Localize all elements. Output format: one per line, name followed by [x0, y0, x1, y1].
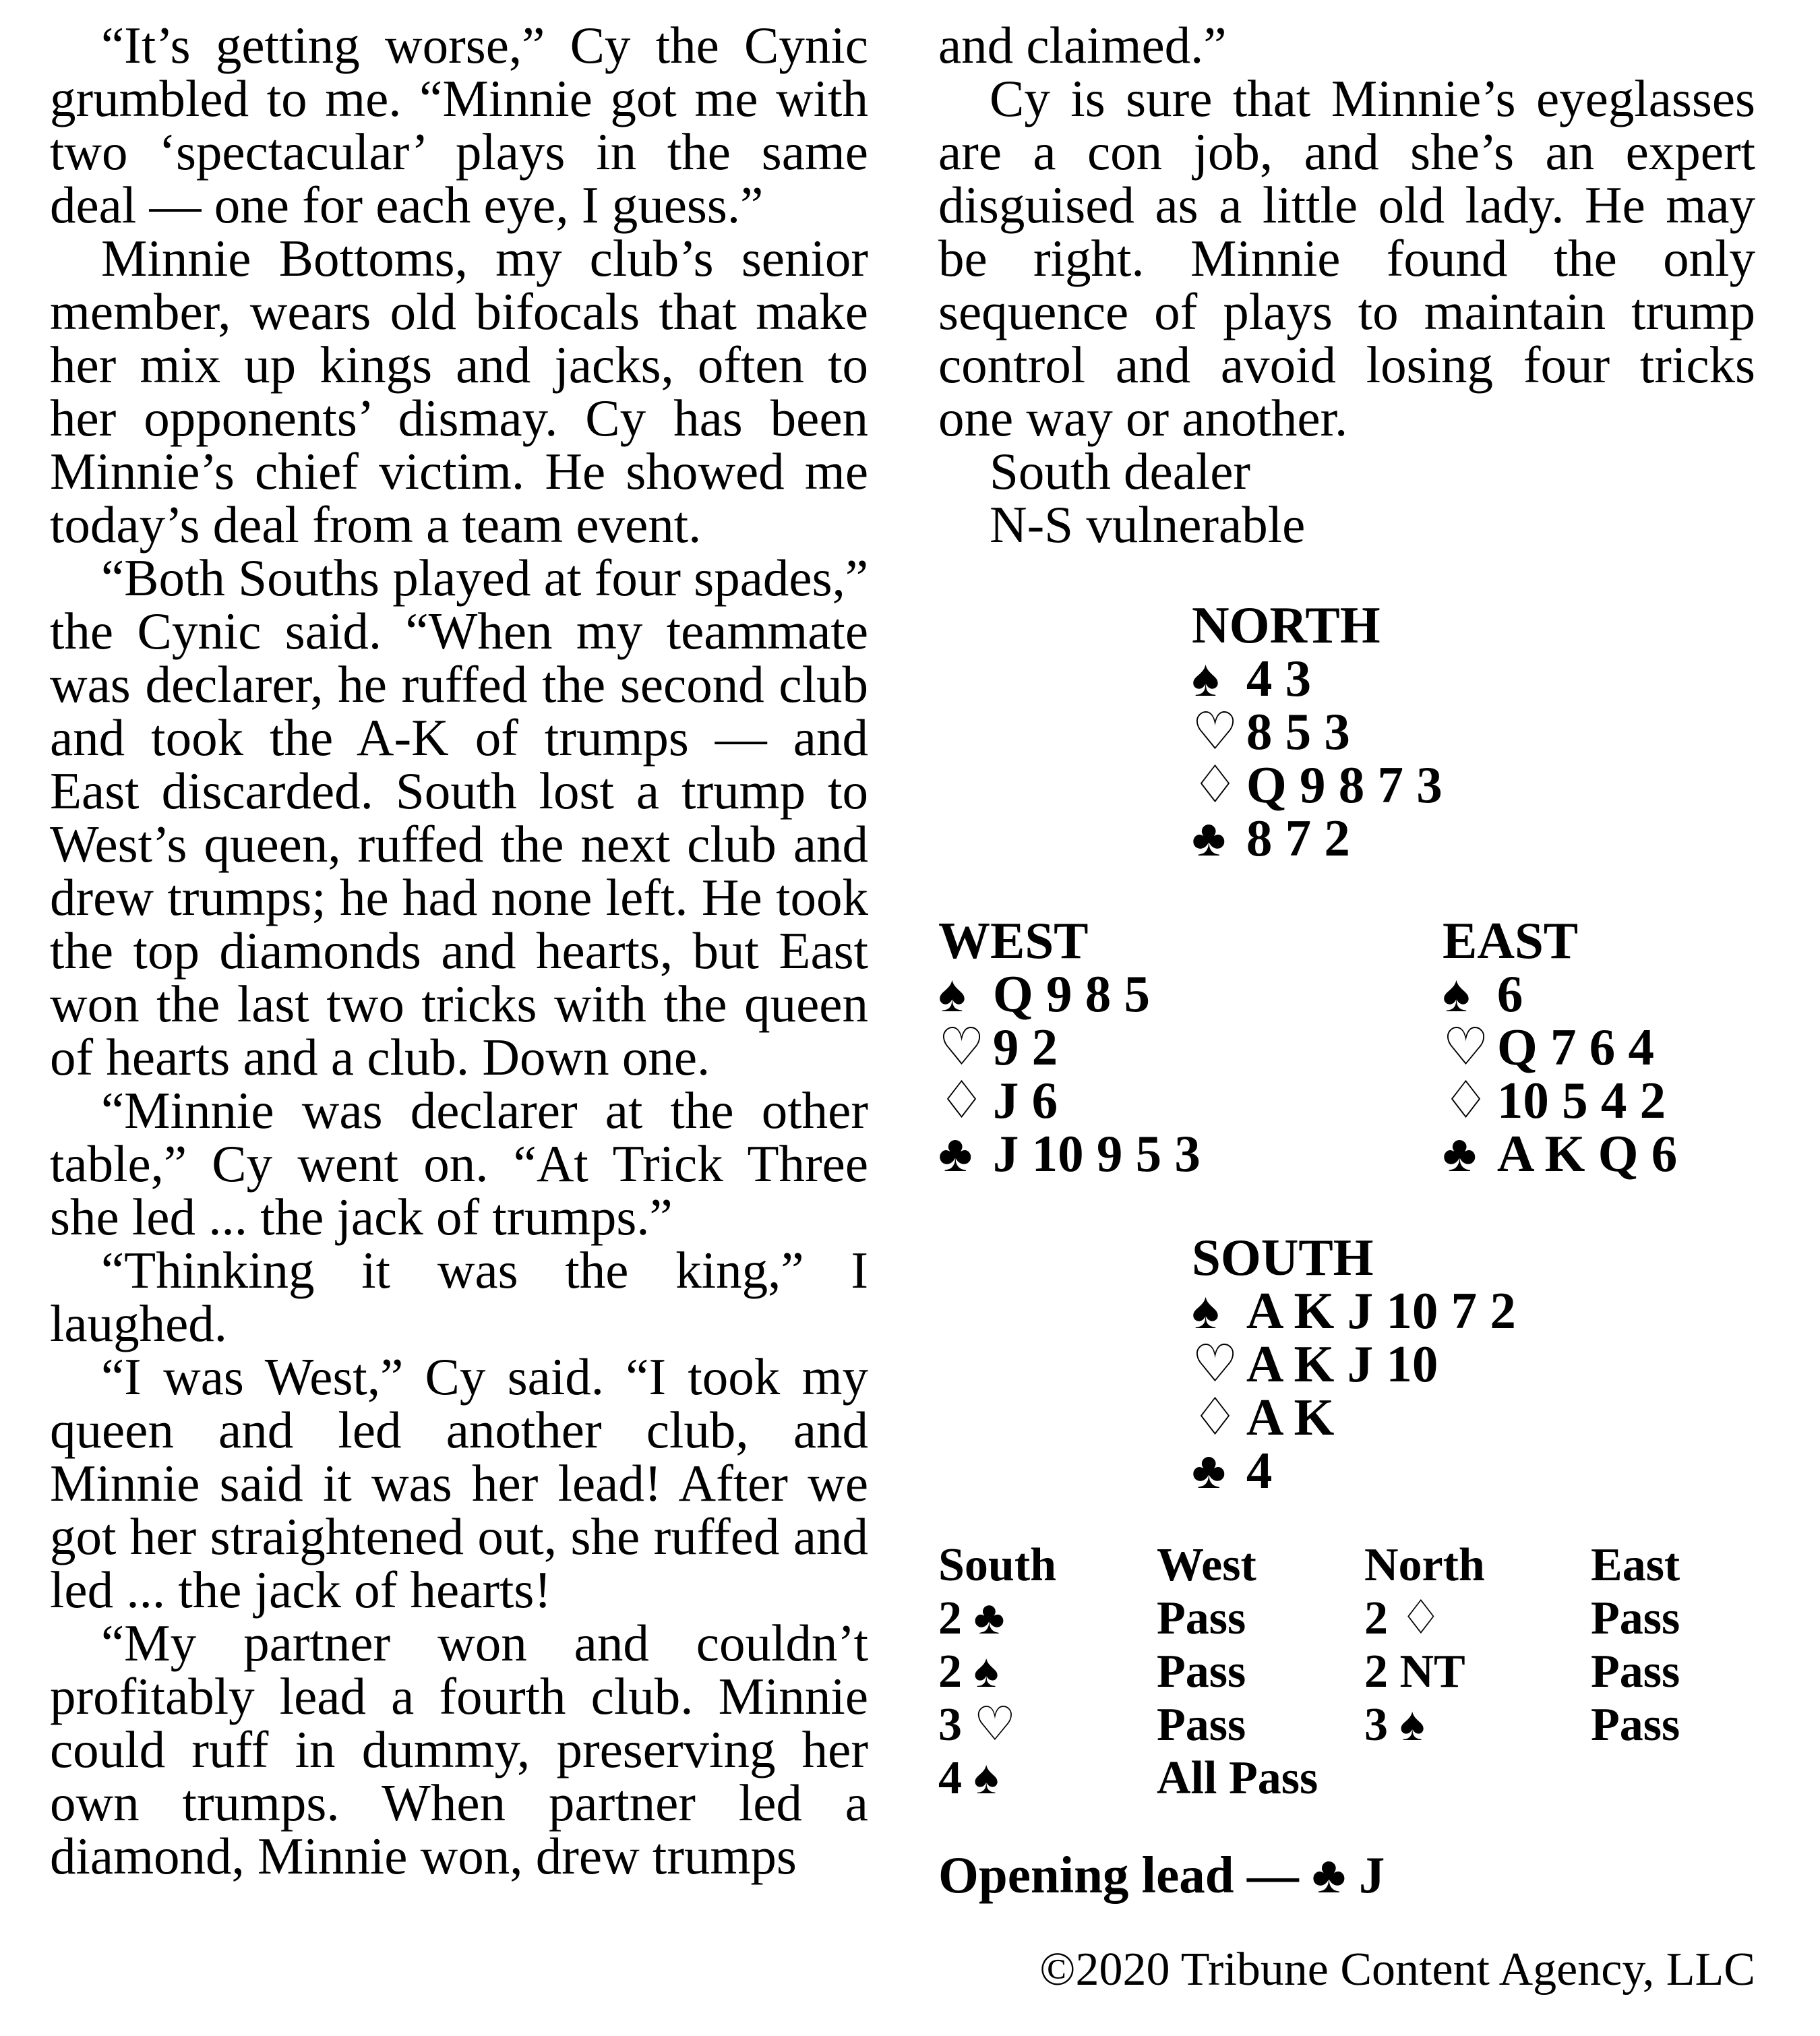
- club-icon: ♣: [938, 1125, 973, 1182]
- hand-north: [1192, 596, 1443, 867]
- paragraph-1: “It’s getting worse,” Cy the Cynic grumbled to me. “Minnie got me with two ‘spectacular’ plays in the same deal — one for each eye, I guess.”: [50, 16, 868, 234]
- hand-south: [1192, 1228, 1516, 1499]
- diamond-icon: ♢: [938, 1071, 985, 1129]
- auction-row: [938, 1698, 1755, 1751]
- auction-header-row: [938, 1538, 1755, 1592]
- auction-bid: 3 ♠: [1364, 1699, 1425, 1751]
- auction-bid: Pass: [1591, 1699, 1680, 1751]
- club-icon: ♣: [1443, 1125, 1477, 1182]
- auction-bid: All Pass: [1157, 1752, 1318, 1804]
- auction-bid: 3 ♡: [938, 1699, 1017, 1751]
- east-hearts: Q 7 6 4: [1496, 1018, 1654, 1076]
- opening-lead: Opening lead — ♣ J: [938, 1846, 1385, 1904]
- heart-icon: ♡: [1192, 702, 1239, 760]
- hand-title: SOUTH: [1192, 1228, 1374, 1286]
- auction-bid: Pass: [1157, 1592, 1246, 1644]
- spade-icon: ♠: [1443, 965, 1470, 1023]
- south-diamonds: A K: [1246, 1388, 1335, 1446]
- article-left-column: [50, 16, 868, 1885]
- auction-row: [938, 1645, 1755, 1698]
- diamond-icon: ♢: [1443, 1071, 1490, 1129]
- paragraph-5: “Thinking it was the king,” I laughed.: [50, 1241, 868, 1352]
- auction-bid: 2 ♢: [1364, 1592, 1443, 1644]
- north-diamonds: Q 9 8 7 3: [1246, 756, 1443, 814]
- article-right-column: [938, 16, 1755, 553]
- spade-icon: ♠: [938, 965, 966, 1023]
- west-hearts: 9 2: [992, 1018, 1058, 1076]
- west-clubs: J 10 9 5 3: [992, 1125, 1201, 1182]
- north-clubs: 8 7 2: [1246, 809, 1350, 867]
- paragraph-2: Minnie Bottoms, my club’s senior member, wears old bifocals that make her mix up kings and jacks, often to her opponents’ dismay. Cy has been Minnie’s chief victim. He showed me today’s deal from a team event.: [50, 229, 868, 553]
- auction-bid: 2 NT: [1364, 1646, 1465, 1698]
- north-spades: 4 3: [1246, 649, 1312, 707]
- east-diamonds: 10 5 4 2: [1496, 1071, 1666, 1129]
- auction-bid: 2 ♠: [938, 1646, 999, 1698]
- diamond-icon: ♢: [1192, 756, 1239, 814]
- hand-title: WEST: [938, 911, 1089, 969]
- paragraph-8: Cy is sure that Minnie’s eyeglasses are a con job, and she’s an expert disguised as a little old lady. He may be right. Minnie found the only sequence of plays to maintain trump control and avoid losing four tricks one way or another.: [938, 69, 1755, 447]
- spade-icon: ♠: [1192, 1282, 1219, 1340]
- south-clubs: 4: [1246, 1441, 1273, 1499]
- hand-west: [938, 911, 1201, 1182]
- west-spades: Q 9 8 5: [992, 965, 1150, 1023]
- north-hearts: 8 5 3: [1246, 702, 1350, 760]
- paragraph-6: “I was West,” Cy said. “I took my queen and led another club, and Minnie said it was her lead! After we got her straightened out, she ruffed and led ... the jack of hearts!: [50, 1348, 868, 1619]
- auction-bid: Pass: [1157, 1699, 1246, 1751]
- heart-icon: ♡: [938, 1018, 985, 1076]
- spade-icon: ♠: [1192, 649, 1219, 707]
- dealer-line: South dealer: [990, 442, 1251, 500]
- vulnerability-line: N-S vulnerable: [990, 496, 1306, 553]
- hand-title: NORTH: [1192, 596, 1381, 654]
- club-icon: ♣: [1192, 809, 1226, 867]
- hand-title: EAST: [1443, 911, 1579, 969]
- club-icon: ♣: [1192, 1441, 1226, 1499]
- south-hearts: A K J 10: [1246, 1335, 1438, 1393]
- auction-row: [938, 1592, 1755, 1645]
- west-diamonds: J 6: [992, 1071, 1058, 1129]
- hand-east: [1443, 911, 1678, 1182]
- auction-header: East: [1591, 1539, 1680, 1591]
- auction-header: North: [1364, 1539, 1485, 1591]
- auction-header: South: [938, 1539, 1057, 1591]
- auction-row: [938, 1751, 1755, 1805]
- paragraph-continuation: and claimed.”: [938, 16, 1227, 74]
- copyright-notice: ©2020 Tribune Content Agency, LLC: [1039, 1944, 1755, 1996]
- auction-bid: 4 ♠: [938, 1752, 999, 1804]
- paragraph-7: “My partner won and couldn’t profitably lead a fourth club. Minnie could ruff in dummy, preserving her own trumps. When partner led a diamond, Minnie won, drew trumps: [50, 1614, 868, 1885]
- heart-icon: ♡: [1192, 1335, 1239, 1393]
- heart-icon: ♡: [1443, 1018, 1490, 1076]
- auction-bid: Pass: [1157, 1646, 1246, 1698]
- east-clubs: A K Q 6: [1496, 1125, 1678, 1182]
- paragraph-3: “Both Souths played at four spades,” the Cynic said. “When my teammate was declarer, he ruffed the second club and took the A-K of trumps — and East discarded. South lost a trump to West’s queen, ruffed the next club and drew trumps; he had none left. He took the top diamonds and hearts, but East won the last two tricks with the queen of hearts and a club. Down one.: [50, 549, 868, 1086]
- diamond-icon: ♢: [1192, 1388, 1239, 1446]
- auction-bid: 2 ♣: [938, 1592, 1005, 1644]
- auction-bid: Pass: [1591, 1592, 1680, 1644]
- south-spades: A K J 10 7 2: [1246, 1282, 1516, 1340]
- auction-table: [938, 1538, 1755, 1805]
- auction-bid: Pass: [1591, 1646, 1680, 1698]
- paragraph-4: “Minnie was declarer at the other table,” Cy went on. “At Trick Three she led ... the jack of trumps.”: [50, 1081, 868, 1246]
- auction-header: West: [1157, 1539, 1256, 1591]
- east-spades: 6: [1496, 965, 1523, 1023]
